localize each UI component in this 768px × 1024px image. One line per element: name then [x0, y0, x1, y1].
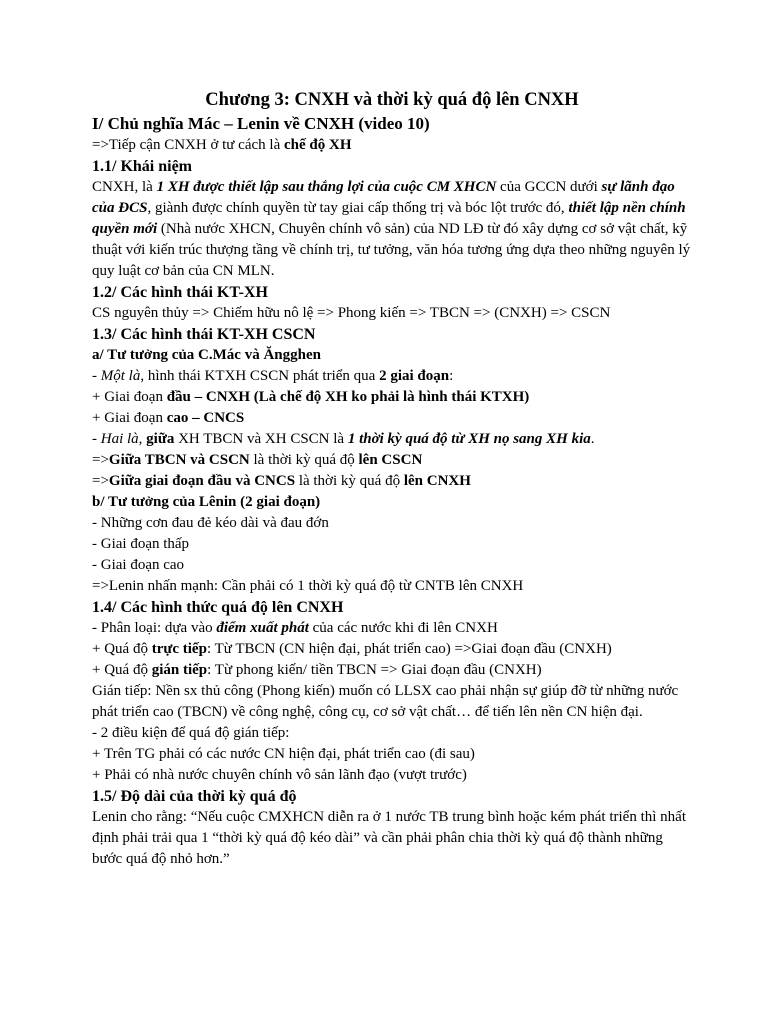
- list-item: =>Lenin nhấn mạnh: Cần phải có 1 thời kỳ quá độ từ CNTB lên CNXH: [92, 578, 524, 594]
- section-heading-1: I/ Chủ nghĩa Mác – Lenin về CNXH (video 10): [92, 114, 430, 133]
- heading-1-2: 1.2/ Các hình thái KT-XH: [92, 284, 268, 301]
- lenin-quote-paragraph: Lenin cho rằng: “Nếu cuộc CMXHCN diễn ra ở 1 nước TB trung bình hoặc kém phát triển thì nhất định phải trải qua 1 “thời kỳ quá độ kéo dài” và cần phải phân chia thời kỳ quá độ thành những bước quá độ nhỏ hơn.”: [92, 809, 686, 867]
- indirect-paragraph: Gián tiếp: Nền sx thủ công (Phong kiến) muốn có LLSX cao phải nhận sự giúp đỡ từ những nước phát triển cao (TBCN) về công nghệ, công cụ, cơ sở vật chất… để tiến lên nền CN hiện đại.: [92, 683, 679, 720]
- list-item: + Trên TG phải có các nước CN hiện đại, phát triển cao (đi sau): [92, 746, 475, 762]
- list-item: - Những cơn đau đẻ kéo dài và đau đớn: [92, 515, 329, 531]
- approach-line: =>Tiếp cận CNXH ở tư cách là chế độ XH: [92, 137, 352, 153]
- heading-1-5: 1.5/ Độ dài của thời kỳ quá độ: [92, 788, 297, 805]
- formations-sequence: CS nguyên thủy => Chiếm hữu nô lệ => Phong kiến => TBCN => (CNXH) => CSCN: [92, 305, 611, 321]
- list-item: + Quá độ trực tiếp: Từ TBCN (CN hiện đại, phát triển cao) =>Giai đoạn đầu (CNXH): [92, 641, 612, 657]
- list-item: - Giai đoạn cao: [92, 557, 185, 573]
- heading-1-1: 1.1/ Khái niệm: [92, 158, 193, 175]
- list-item: + Giai đoạn đầu – CNXH (Là chế độ XH ko phải là hình thái KTXH): [92, 389, 530, 405]
- list-item: - Giai đoạn thấp: [92, 536, 190, 552]
- subheading-lenin: b/ Tư tưởng của Lênin (2 giai đoạn): [92, 494, 321, 510]
- list-item: + Quá độ gián tiếp: Từ phong kiến/ tiền TBCN => Giai đoạn đầu (CNXH): [92, 662, 542, 678]
- heading-1-4: 1.4/ Các hình thức quá độ lên CNXH: [92, 599, 344, 616]
- definition-paragraph: CNXH, là 1 XH được thiết lập sau thắng lợi của cuộc CM XHCN của GCCN dưới sự lãnh đạo của ĐCS, giành được chính quyền từ tay giai cấp thống trị và bóc lột trước đó, thiết lập nền chính quyền mới (Nhà nước XHCN, Chuyên chính vô sản) của ND LĐ từ đó xây dựng cơ sở vật chất, kỹ thuật với kiến trúc thượng tầng về chính trị, tư tưởng, văn hóa tương ứng dựa theo những nguyên lý quy luật cơ bản của CN MLN.: [92, 179, 691, 279]
- list-item: + Phải có nhà nước chuyên chính vô sản lãnh đạo (vượt trước): [92, 767, 467, 783]
- list-item: - 2 điều kiện để quá độ gián tiếp:: [92, 725, 290, 741]
- list-item: =>Giữa giai đoạn đầu và CNCS là thời kỳ quá độ lên CNXH: [92, 473, 471, 489]
- list-item: =>Giữa TBCN và CSCN là thời kỳ quá độ lên CSCN: [92, 452, 423, 468]
- subheading-marx-engels: a/ Tư tưởng của C.Mác và Ăngghen: [92, 347, 321, 363]
- heading-1-3: 1.3/ Các hình thái KT-XH CSCN: [92, 326, 316, 343]
- list-item: - Một là, hình thái KTXH CSCN phát triển qua 2 giai đoạn:: [92, 368, 454, 384]
- chapter-title: Chương 3: CNXH và thời kỳ quá độ lên CNXH: [205, 90, 579, 110]
- list-item: + Giai đoạn cao – CNCS: [92, 410, 245, 426]
- list-item: - Hai là, giữa XH TBCN và XH CSCN là 1 thời kỳ quá độ từ XH nọ sang XH kia.: [92, 431, 595, 447]
- list-item: - Phân loại: dựa vào điểm xuất phát của các nước khi đi lên CNXH: [92, 620, 498, 636]
- document-page: [92, 88, 692, 870]
